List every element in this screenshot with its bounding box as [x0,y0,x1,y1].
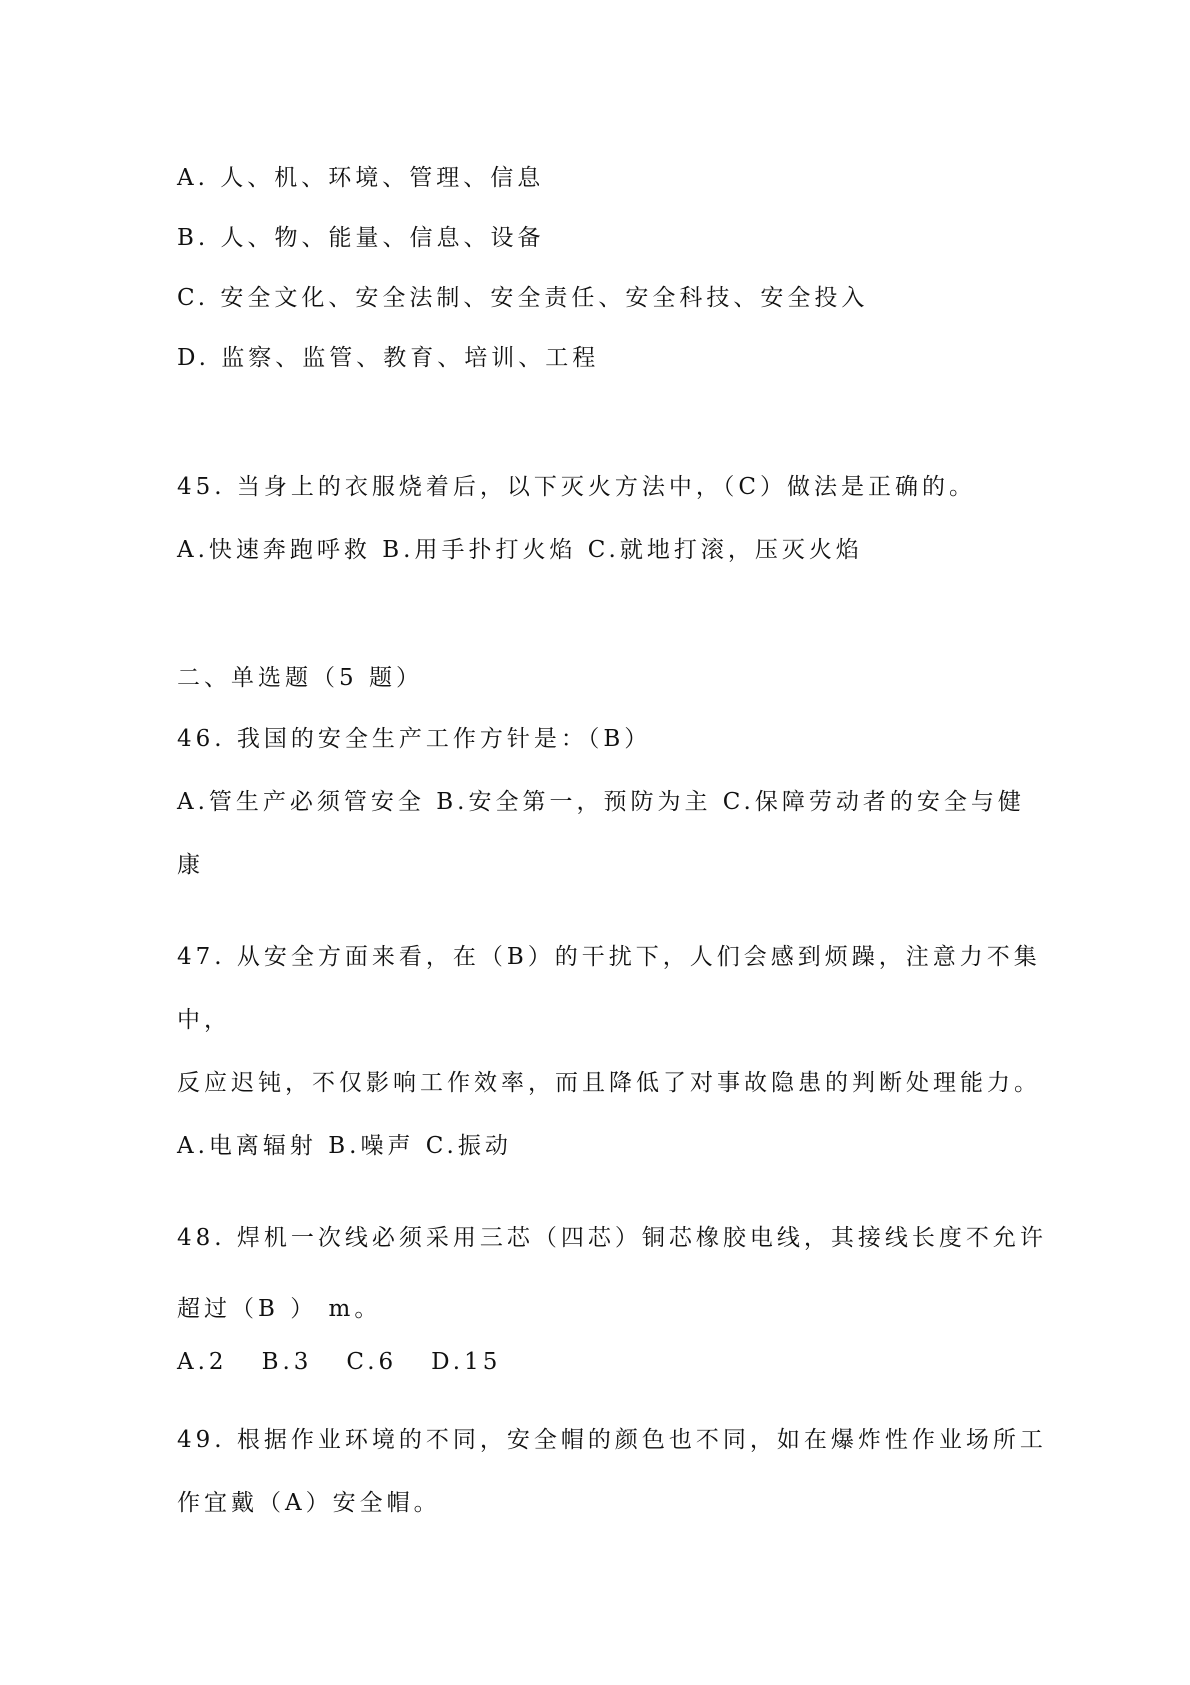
q48-options [177,1347,501,1377]
q45-options: A.快速奔跑呼救 B.用手扑打火焰 C.就地打滚，压灭火焰 [177,537,863,563]
q49-stem-line-2: 作宜戴（A）安全帽。 [177,1490,441,1516]
q46-stem: 46. 我国的安全生产工作方针是：（B） [177,726,652,752]
q44-option-b: B. 人、物、能量、信息、设备 [177,225,545,251]
q48-option-a: A.2 [177,1349,228,1375]
q47-stem-line-3: 反应迟钝，不仅影响工作效率，而且降低了对事故隐患的判断处理能力。 [177,1070,1041,1096]
q46-options-line-2: 康 [177,852,204,878]
q47-stem-line-1: 47. 从安全方面来看，在（B）的干扰下，人们会感到烦躁，注意力不集 [177,944,1041,970]
q48-option-b: B.3 [261,1349,313,1375]
q47-options: A.电离辐射 B.噪声 C.振动 [177,1133,512,1159]
q44-option-d: D. 监察、监管、教育、培训、工程 [177,345,600,371]
q45-stem: 45. 当身上的衣服烧着后，以下灭火方法中，（C）做法是正确的。 [177,474,976,500]
q48-option-c: C.6 [346,1349,398,1375]
q48-option-d: D.15 [431,1349,502,1375]
q49-stem-line-1: 49. 根据作业环境的不同，安全帽的颜色也不同，如在爆炸性作业场所工 [177,1427,1047,1453]
section-heading: 二、单选题（5 题） [177,665,423,691]
q46-options-line-1: A.管生产必须管安全 B.安全第一，预防为主 C.保障劳动者的安全与健 [177,789,1025,815]
q47-stem-line-2: 中， [177,1007,231,1033]
q44-option-a: A. 人、机、环境、管理、信息 [177,165,545,191]
q48-stem-line-1: 48. 焊机一次线必须采用三芯（四芯）铜芯橡胶电线，其接线长度不允许 [177,1225,1047,1251]
q48-stem-line-2: 超过（B ） m。 [177,1296,382,1322]
q44-option-c: C. 安全文化、安全法制、安全责任、安全科技、安全投入 [177,285,869,311]
